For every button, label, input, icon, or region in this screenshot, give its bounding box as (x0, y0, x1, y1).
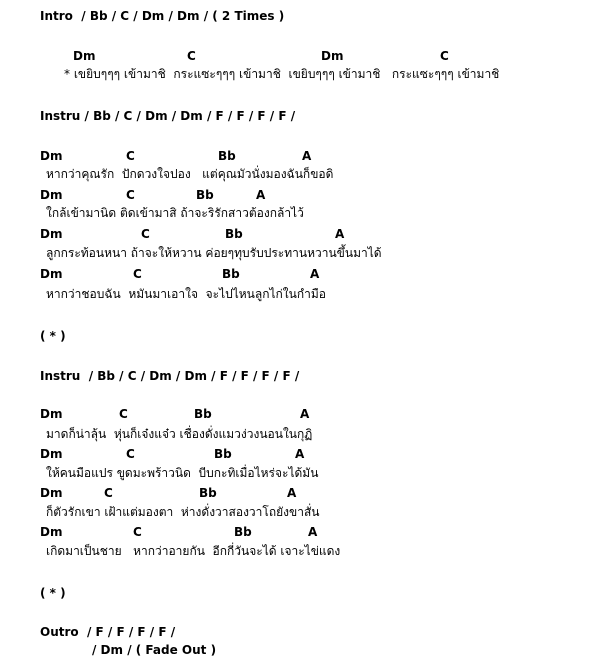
chorus-chord-1: Dm (73, 49, 96, 63)
verse1-line4-chord-1: Dm (40, 267, 63, 281)
verse2-line1-chord-2: C (119, 407, 128, 421)
verse1-line2-chord-2: C (126, 188, 135, 202)
chorus-chord-2: C (187, 49, 196, 63)
verse2-line1-chord-1: Dm (40, 407, 63, 421)
chorus-lyric: * เขยิบๆๆๆ เข้ามาชิ กระแซะๆๆๆ เข้ามาชิ เขยิบๆๆๆ เข้ามาชิ กระแซะๆๆๆ เข้ามาชิ (64, 67, 500, 81)
chorus-reference-2: ( * ) (40, 586, 66, 600)
outro-line-2: / Dm / ( Fade Out ) (92, 643, 217, 657)
verse2-line1-chord-4: A (300, 407, 310, 421)
verse2-line3-chord-2: C (104, 486, 113, 500)
verse2-line3-chord-4: A (287, 486, 297, 500)
verse1-line1-chord-3: Bb (218, 149, 236, 163)
verse1-line3-chord-1: Dm (40, 227, 63, 241)
verse2-line4-chord-3: Bb (234, 525, 252, 539)
instru-line-2: Instru / Bb / C / Dm / Dm / F / F / F / F / (40, 369, 300, 383)
verse2-line4-chord-1: Dm (40, 525, 63, 539)
verse1-line3-chord-4: A (335, 227, 345, 241)
outro-line-1: Outro / F / F / F / F / (40, 625, 176, 639)
chorus-chord-4: C (440, 49, 449, 63)
verse1-line3-lyric: ลูกกระท้อนหนา ถ้าจะให้หวาน ค่อยๆทุบรับประทานหวานขึ้นมาได้ (46, 246, 382, 260)
verse1-line4-chord-3: Bb (222, 267, 240, 281)
verse2-line2-lyric: ให้คนมือแปร ขูดมะพร้าวนิด บีบกะทิเมื่อไหร่จะได้มัน (46, 466, 319, 480)
verse1-line2-chord-4: A (256, 188, 266, 202)
verse1-line3-chord-2: C (141, 227, 150, 241)
verse1-line1-chord-1: Dm (40, 149, 63, 163)
verse2-line2-chord-2: C (126, 447, 135, 461)
verse1-line2-chord-1: Dm (40, 188, 63, 202)
verse1-line4-chord-4: A (310, 267, 320, 281)
verse1-line1-lyric: หากว่าคุณรัก ปักดวงใจปอง แต่คุณมัวนั่งมองฉันก็ขอดิ (46, 167, 334, 181)
chorus-reference-1: ( * ) (40, 329, 66, 343)
verse1-line3-chord-3: Bb (225, 227, 243, 241)
instru-line-1: Instru / Bb / C / Dm / Dm / F / F / F / F / (40, 109, 296, 123)
verse2-line2-chord-1: Dm (40, 447, 63, 461)
verse2-line2-chord-4: A (295, 447, 305, 461)
verse2-line3-chord-3: Bb (199, 486, 217, 500)
verse1-line2-lyric: ใกล้เข้ามานิด ติดเข้ามาสิ ถ้าจะริรักสาวต้องกล้าไว้ (46, 206, 304, 220)
verse2-line3-lyric: ก็ตัวรักเขา เฝ้าแต่มองตา ห่างดั่งวาสองวาโถยังขาสั่น (46, 505, 320, 519)
verse2-line3-chord-1: Dm (40, 486, 63, 500)
verse1-line2-chord-3: Bb (196, 188, 214, 202)
verse2-line2-chord-3: Bb (214, 447, 232, 461)
chorus-chord-3: Dm (321, 49, 344, 63)
verse2-line4-chord-4: A (308, 525, 318, 539)
verse2-line4-lyric: เกิดมาเป็นชาย หากว่าอายกัน อีกกี่วันจะได้ เจาะไข่แดง (46, 544, 341, 558)
verse1-line4-lyric: หากว่าชอบฉัน หมันมาเอาใจ จะไปไหนลูกไก่ในกำมือ (46, 287, 326, 301)
verse2-line1-lyric: มาดก็น่าลุ้น หุ่นก็เจ๋งแจ๋ว เชื่องดั่งแมวง่วงนอนในกุฏิ (46, 427, 313, 441)
verse2-line1-chord-3: Bb (194, 407, 212, 421)
verse1-line1-chord-2: C (126, 149, 135, 163)
verse1-line4-chord-2: C (133, 267, 142, 281)
verse1-line1-chord-4: A (302, 149, 312, 163)
intro-line: Intro / Bb / C / Dm / Dm / ( 2 Times ) (40, 9, 285, 23)
verse2-line4-chord-2: C (133, 525, 142, 539)
